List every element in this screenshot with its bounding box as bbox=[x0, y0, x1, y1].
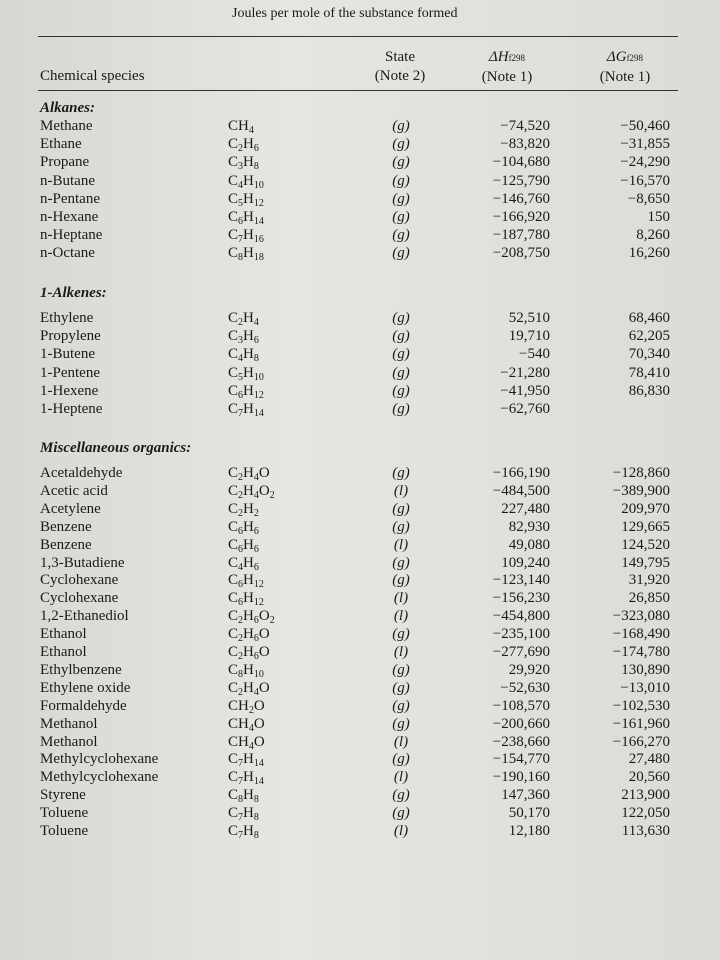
table-row bbox=[0, 555, 720, 572]
chemical-formula: $C_2H_4O$ bbox=[228, 465, 270, 483]
chemical-formula: $C_7H_{14}$ bbox=[228, 751, 264, 770]
state-cell: (l) bbox=[393, 769, 409, 786]
table-row bbox=[0, 501, 720, 518]
table-row bbox=[0, 227, 720, 244]
table-row bbox=[0, 644, 720, 661]
species-name: Ethylene oxide bbox=[40, 679, 131, 696]
chemical-formula: $CH_2O$ bbox=[228, 697, 265, 716]
table-row bbox=[0, 154, 720, 171]
enthalpy-value: −125,790 bbox=[492, 172, 550, 189]
chemical-formula: $C_6H_6$ bbox=[228, 536, 259, 555]
table-row bbox=[0, 328, 720, 345]
header-rule bbox=[38, 90, 678, 91]
gibbs-value: 113,630 bbox=[621, 823, 670, 839]
species-name: Propane bbox=[40, 154, 90, 171]
species-name: Styrene bbox=[40, 787, 86, 804]
gibbs-value: 130,890 bbox=[621, 661, 670, 678]
enthalpy-value: −454,800 bbox=[492, 608, 550, 625]
chemical-formula: $C_2H_4O$ bbox=[228, 679, 270, 698]
state-cell: (g) bbox=[392, 401, 410, 417]
state-cell: (g) bbox=[392, 209, 410, 225]
table-row bbox=[0, 365, 720, 382]
chemical-formula: $C_2H_4$ bbox=[228, 310, 259, 328]
enthalpy-value: −166,920 bbox=[492, 209, 550, 225]
species-name: Toluene bbox=[40, 823, 89, 839]
species-name: Acetylene bbox=[40, 500, 101, 517]
gibbs-value: 209,970 bbox=[621, 500, 670, 517]
chemical-formula: $C_7H_8$ bbox=[228, 823, 259, 841]
species-name: 1-Hexene bbox=[40, 382, 99, 399]
table-row bbox=[0, 191, 720, 208]
enthalpy-value: 50,170 bbox=[508, 805, 550, 822]
enthalpy-value: −190,160 bbox=[492, 769, 550, 786]
chemical-formula: $CH_4O$ bbox=[228, 715, 265, 734]
gibbs-value: 149,795 bbox=[621, 554, 670, 571]
state-cell: (l) bbox=[393, 482, 409, 499]
enthalpy-symbol: ΔH bbox=[488, 49, 509, 65]
species-name: Ethanol bbox=[40, 626, 87, 643]
enthalpy-value: −154,770 bbox=[492, 751, 550, 768]
table-row bbox=[0, 734, 720, 751]
species-name: Benzene bbox=[40, 518, 92, 535]
chemical-formula: $C_6H_{14}$ bbox=[228, 209, 264, 227]
header-enthalpy-note: (Note 1) bbox=[481, 69, 533, 85]
species-name: n-Octane bbox=[40, 245, 95, 262]
gibbs-value: −323,080 bbox=[612, 608, 670, 625]
gibbs-value: 70,340 bbox=[628, 346, 670, 363]
chemical-formula: $C_4H_6$ bbox=[228, 554, 259, 573]
top-rule bbox=[38, 36, 678, 37]
species-name: Cyclohexane bbox=[40, 572, 119, 589]
state-cell: (g) bbox=[392, 554, 410, 571]
table-row bbox=[0, 465, 720, 482]
enthalpy-value: −166,190 bbox=[492, 465, 550, 481]
chemical-formula: $C_4H_{10}$ bbox=[228, 172, 264, 191]
enthalpy-value: 19,710 bbox=[508, 328, 550, 345]
table-row bbox=[0, 383, 720, 400]
state-cell: (l) bbox=[393, 733, 409, 750]
state-cell: (g) bbox=[392, 465, 410, 481]
state-cell: (g) bbox=[392, 715, 410, 732]
species-name: 1,2-Ethanediol bbox=[40, 608, 129, 625]
species-name: Ethane bbox=[40, 136, 82, 153]
gibbs-value: −161,960 bbox=[612, 715, 670, 732]
gibbs-value: −174,780 bbox=[612, 644, 670, 660]
chemical-formula: $C_2H_6O_2$ bbox=[228, 608, 275, 627]
state-cell: (l) bbox=[393, 823, 409, 839]
enthalpy-value: −21,280 bbox=[500, 364, 550, 381]
state-cell: (g) bbox=[392, 245, 410, 262]
species-name: 1-Butene bbox=[40, 346, 95, 363]
gibbs-value: −16,570 bbox=[620, 172, 670, 189]
enthalpy-value: −208,750 bbox=[492, 245, 550, 262]
table-row bbox=[0, 698, 720, 715]
species-name: Methane bbox=[40, 118, 93, 134]
table-row bbox=[0, 751, 720, 768]
chemical-formula: $C_7H_{14}$ bbox=[228, 769, 264, 788]
gibbs-value: −102,530 bbox=[612, 697, 670, 714]
chemical-formula: $C_5H_{12}$ bbox=[228, 190, 264, 209]
header-enthalpy-symbol bbox=[462, 48, 552, 68]
enthalpy-value: 147,360 bbox=[501, 787, 550, 804]
chemical-formula: $C_8H_8$ bbox=[228, 787, 259, 806]
enthalpy-value: −238,660 bbox=[492, 733, 550, 750]
enthalpy-value: −83,820 bbox=[500, 136, 550, 153]
state-cell: (l) bbox=[393, 608, 409, 625]
chemical-formula: $C_8H_{10}$ bbox=[228, 661, 264, 680]
header-state bbox=[360, 48, 440, 86]
state-cell: (g) bbox=[392, 518, 410, 535]
gibbs-value: 150 bbox=[647, 209, 670, 225]
species-name: n-Heptane bbox=[40, 227, 103, 244]
gibbs-value: 31,920 bbox=[628, 572, 670, 589]
enthalpy-value: −74,520 bbox=[500, 118, 550, 134]
table-row bbox=[0, 787, 720, 804]
gibbs-value: 16,260 bbox=[628, 245, 670, 262]
table-row bbox=[0, 136, 720, 153]
enthalpy-value: −200,660 bbox=[492, 715, 550, 732]
gibbs-symbol: ΔG bbox=[606, 49, 627, 65]
species-name: Cyclohexane bbox=[40, 590, 119, 607]
state-cell: (l) bbox=[393, 644, 409, 660]
header-state-label: State bbox=[385, 49, 415, 65]
table-row bbox=[0, 245, 720, 262]
species-name: n-Butane bbox=[40, 172, 95, 189]
state-cell: (g) bbox=[392, 805, 410, 822]
enthalpy-value: 52,510 bbox=[508, 310, 550, 326]
enthalpy-value: 12,180 bbox=[508, 823, 550, 839]
chemical-formula: $C_2H_6$ bbox=[228, 136, 259, 155]
enthalpy-value: −540 bbox=[519, 346, 550, 363]
enthalpy-value: −62,760 bbox=[500, 401, 550, 417]
gibbs-value: 20,560 bbox=[628, 769, 670, 786]
table-row bbox=[0, 680, 720, 697]
chemical-formula: $CH_4$ bbox=[228, 118, 254, 136]
gibbs-subscript: f298 bbox=[626, 53, 644, 63]
state-cell: (g) bbox=[392, 227, 410, 244]
table-row bbox=[0, 519, 720, 536]
gibbs-value: 86,830 bbox=[628, 382, 670, 399]
table-row bbox=[0, 572, 720, 589]
state-cell: (l) bbox=[393, 590, 409, 607]
chemical-formula: $C_6H_{12}$ bbox=[228, 572, 264, 591]
enthalpy-value: −41,950 bbox=[500, 382, 550, 399]
chemical-formula: $C_6H_6$ bbox=[228, 518, 259, 537]
chemical-formula: $C_7H_{14}$ bbox=[228, 401, 264, 419]
species-name: Ethylbenzene bbox=[40, 661, 122, 678]
table-row bbox=[0, 173, 720, 190]
section-title: 1-Alkenes: bbox=[40, 285, 107, 301]
state-cell: (g) bbox=[392, 500, 410, 517]
header-gibbs-symbol bbox=[580, 48, 670, 68]
state-cell: (g) bbox=[392, 679, 410, 696]
enthalpy-value: −123,140 bbox=[492, 572, 550, 589]
species-name: Ethanol bbox=[40, 644, 87, 660]
table-row bbox=[0, 483, 720, 500]
enthalpy-value: −156,230 bbox=[492, 590, 550, 607]
gibbs-value: −389,900 bbox=[612, 482, 670, 499]
state-cell: (g) bbox=[392, 661, 410, 678]
state-cell: (g) bbox=[392, 364, 410, 381]
chemical-formula: $C_6H_{12}$ bbox=[228, 382, 264, 401]
enthalpy-value: −187,780 bbox=[492, 227, 550, 244]
species-name: Methylcyclohexane bbox=[40, 769, 159, 786]
gibbs-value: 26,850 bbox=[628, 590, 670, 607]
species-name: Methanol bbox=[40, 715, 98, 732]
enthalpy-value: −235,100 bbox=[492, 626, 550, 643]
chemical-formula: $C_4H_8$ bbox=[228, 346, 259, 365]
enthalpy-value: 29,920 bbox=[508, 661, 550, 678]
table-row bbox=[0, 118, 720, 135]
enthalpy-value: −277,690 bbox=[492, 644, 550, 660]
gibbs-value: −31,855 bbox=[620, 136, 670, 153]
table-row bbox=[0, 537, 720, 554]
species-name: n-Pentane bbox=[40, 190, 100, 207]
running-title: Joules per mole of the substance formed bbox=[232, 6, 458, 21]
table-row bbox=[0, 823, 720, 840]
gibbs-value: 27,480 bbox=[628, 751, 670, 768]
gibbs-value: 124,520 bbox=[621, 536, 670, 553]
enthalpy-value: 82,930 bbox=[508, 518, 550, 535]
table-row bbox=[0, 608, 720, 625]
chemical-formula: $C_2H_6O$ bbox=[228, 644, 270, 662]
state-cell: (g) bbox=[392, 154, 410, 171]
species-name: 1-Heptene bbox=[40, 401, 103, 417]
gibbs-value: −168,490 bbox=[612, 626, 670, 643]
enthalpy-value: −108,570 bbox=[492, 697, 550, 714]
enthalpy-subscript: f298 bbox=[508, 53, 526, 63]
header-gibbs-note: (Note 1) bbox=[599, 69, 651, 85]
species-name: Acetic acid bbox=[40, 482, 108, 499]
species-name: Ethylene bbox=[40, 310, 94, 326]
state-cell: (g) bbox=[392, 751, 410, 768]
table-row bbox=[0, 662, 720, 679]
state-cell: (g) bbox=[392, 697, 410, 714]
gibbs-value: 62,205 bbox=[628, 328, 670, 345]
enthalpy-value: −52,630 bbox=[500, 679, 550, 696]
chemical-formula: $C_7H_8$ bbox=[228, 805, 259, 824]
state-cell: (g) bbox=[392, 787, 410, 804]
header-gibbs bbox=[580, 48, 670, 87]
table-row bbox=[0, 590, 720, 607]
chemical-formula: $C_2H_4O_2$ bbox=[228, 482, 275, 501]
table-row bbox=[0, 769, 720, 786]
state-cell: (g) bbox=[392, 382, 410, 399]
chemical-formula: $C_3H_6$ bbox=[228, 328, 259, 347]
enthalpy-value: −104,680 bbox=[492, 154, 550, 171]
chemical-formula: $C_7H_{16}$ bbox=[228, 227, 264, 246]
section-title: Miscellaneous organics: bbox=[40, 440, 192, 456]
gibbs-value: 122,050 bbox=[621, 805, 670, 822]
species-name: Methylcyclohexane bbox=[40, 751, 159, 768]
state-cell: (g) bbox=[392, 572, 410, 589]
gibbs-value: −50,460 bbox=[620, 118, 670, 134]
table-row bbox=[0, 209, 720, 226]
species-name: Propylene bbox=[40, 328, 101, 345]
gibbs-value: −8,650 bbox=[627, 190, 670, 207]
gibbs-value: 78,410 bbox=[628, 364, 670, 381]
chemical-formula: $C_5H_{10}$ bbox=[228, 364, 264, 383]
section-title: Alkanes: bbox=[40, 100, 96, 116]
gibbs-value: −24,290 bbox=[620, 154, 670, 171]
species-name: Methanol bbox=[40, 733, 98, 750]
chemical-formula: $C_2H_6O$ bbox=[228, 626, 270, 645]
species-name: Formaldehyde bbox=[40, 697, 127, 714]
state-cell: (g) bbox=[392, 172, 410, 189]
species-name: Benzene bbox=[40, 536, 92, 553]
state-cell: (g) bbox=[392, 118, 410, 134]
chemical-formula: $C_2H_2$ bbox=[228, 500, 259, 519]
species-name: Toluene bbox=[40, 805, 89, 822]
species-name: 1-Pentene bbox=[40, 364, 100, 381]
enthalpy-value: 49,080 bbox=[508, 536, 550, 553]
table-row bbox=[0, 401, 720, 418]
table-row bbox=[0, 310, 720, 327]
state-cell: (g) bbox=[392, 310, 410, 326]
enthalpy-value: 227,480 bbox=[501, 500, 550, 517]
gibbs-value: 213,900 bbox=[621, 787, 670, 804]
state-cell: (g) bbox=[392, 626, 410, 643]
gibbs-value: −166,270 bbox=[612, 733, 670, 750]
gibbs-value: 8,260 bbox=[636, 227, 670, 244]
chemical-formula: $C_3H_8$ bbox=[228, 154, 259, 173]
chemical-formula: $C_6H_{12}$ bbox=[228, 590, 264, 609]
gibbs-value: 68,460 bbox=[628, 310, 670, 326]
table-row bbox=[0, 716, 720, 733]
chemical-formula: $C_8H_{18}$ bbox=[228, 245, 264, 264]
table-row bbox=[0, 346, 720, 363]
state-cell: (g) bbox=[392, 346, 410, 363]
gibbs-value: −13,010 bbox=[620, 679, 670, 696]
table-row bbox=[0, 805, 720, 822]
header-enthalpy bbox=[462, 48, 552, 87]
table-row bbox=[0, 626, 720, 643]
state-cell: (g) bbox=[392, 190, 410, 207]
species-name: Acetaldehyde bbox=[40, 465, 123, 481]
enthalpy-value: 109,240 bbox=[501, 554, 550, 571]
state-cell: (g) bbox=[392, 328, 410, 345]
gibbs-value: −128,860 bbox=[612, 465, 670, 481]
header-species: Chemical species bbox=[40, 68, 145, 84]
chemical-formula: $CH_4O$ bbox=[228, 733, 265, 752]
state-cell: (g) bbox=[392, 136, 410, 153]
species-name: 1,3-Butadiene bbox=[40, 554, 125, 571]
species-name: n-Hexane bbox=[40, 209, 99, 225]
enthalpy-value: −484,500 bbox=[492, 482, 550, 499]
enthalpy-value: −146,760 bbox=[492, 190, 550, 207]
state-cell: (l) bbox=[393, 536, 409, 553]
header-state-note: (Note 2) bbox=[374, 68, 426, 84]
gibbs-value: 129,665 bbox=[621, 518, 670, 535]
